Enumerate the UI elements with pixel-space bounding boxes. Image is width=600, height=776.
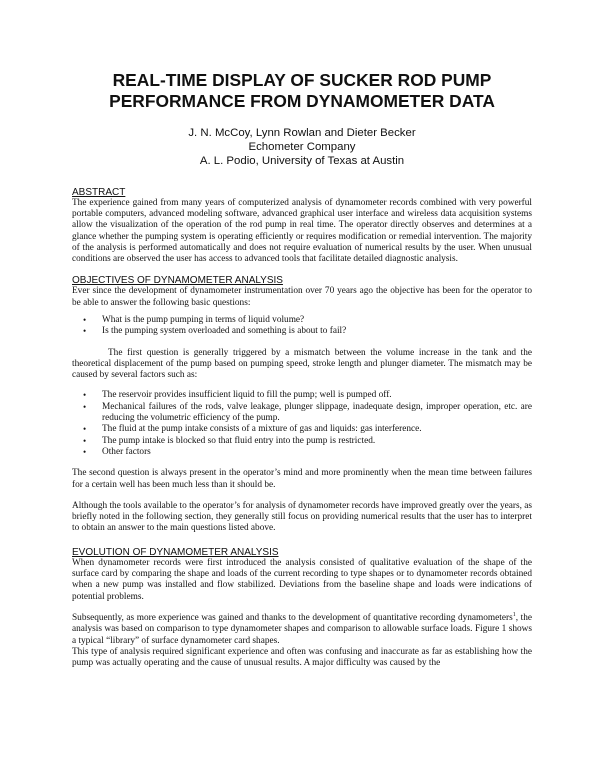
list-item: • The fluid at the pump intake consists of a mixture of gas and liquids: gas interference. bbox=[83, 424, 422, 435]
evolution-para-2: Subsequently, as more experience was gained and thanks to the development of quantitative recording dynamometers$^1$, the analysis was based on comparison to type dynamometer shapes and comparison to allowable surface loads. Figure 1 shows a typical “library” of surface dynamometer card shapes. bbox=[72, 611, 532, 646]
evolution-para-3: This type of analysis required significant experience and often was confusing and inaccurate as far as establishing how the pump was actually operating and the cause of unusual results. A major difficulty was caused by the bbox=[72, 646, 532, 669]
bullet-icon: • bbox=[83, 401, 87, 412]
objectives-para-2: The second question is always present in the operator’s mind and more prominently when the mean time between failures for a certain well has been much less than it should be. bbox=[72, 468, 532, 490]
questions-list bbox=[72, 315, 532, 338]
abstract-heading: ABSTRACT bbox=[72, 186, 126, 198]
objectives-intro: Ever since the development of dynamometer instrumentation over 70 years ago the objective has been for the operator to be able to answer the following basic questions: bbox=[72, 286, 532, 308]
author-university: A. L. Podio, University of Texas at Austin bbox=[199, 155, 405, 168]
list-item: • What is the pump pumping in terms of liquid volume? bbox=[83, 314, 305, 325]
author-names: J. N. McCoy, Lynn Rowlan and Dieter Becker bbox=[188, 127, 416, 139]
evolution-heading: EVOLUTION OF DYNAMOMETER ANALYSIS bbox=[72, 546, 279, 558]
title-line-2: PERFORMANCE FROM DYNAMOMETER DATA bbox=[109, 91, 495, 111]
paper-title bbox=[72, 70, 532, 112]
list-item: • The pump intake is blocked so that fluid entry into the pump is restricted. bbox=[83, 435, 376, 446]
author-block bbox=[72, 126, 532, 169]
bullet-icon: • bbox=[83, 326, 87, 337]
title-line-1: REAL-TIME DISPLAY OF SUCKER ROD PUMP bbox=[112, 70, 492, 90]
objectives-para-3: Although the tools available to the operator’s for analysis of dynamometer records have improved greatly over the years, as briefly noted in the following section, they generally still focus on providing numerical results that the user has to interpret to obtain an answer to the main questions listed above. bbox=[72, 500, 532, 534]
document-page bbox=[72, 70, 532, 669]
list-item: • Mechanical failures of the rods, valve leakage, plunger slippage, inadequate design, improper operation, etc. are reducing the volumetric efficiency of the pump. bbox=[83, 401, 532, 424]
list-item: • Other factors bbox=[83, 446, 151, 457]
bullet-icon: • bbox=[83, 424, 87, 435]
objectives-heading: OBJECTIVES OF DYNAMOMETER ANALYSIS bbox=[72, 275, 283, 287]
factors-list bbox=[72, 390, 532, 458]
bullet-icon: • bbox=[83, 390, 87, 401]
footnote-ref: 1 bbox=[512, 611, 516, 618]
bullet-icon: • bbox=[83, 314, 87, 325]
bullet-icon: • bbox=[83, 446, 87, 457]
list-item: • The reservoir provides insufficient liquid to fill the pump; well is pumped off. bbox=[83, 390, 392, 401]
author-company: Echometer Company bbox=[248, 141, 356, 154]
evolution-para-1: When dynamometer records were first introduced the analysis consisted of qualitative evaluation of the shape of the surface card by comparing the shape and loads of the current recording to type shapes or to dynamometer records obtained when a new pump was installed and flow stabilized. Deviations from the baseline shape and loads were indications of potential problems. bbox=[72, 557, 532, 602]
objectives-para-1: The first question is generally triggered by a mismatch between the volume increase in the tank and the theoretical displacement of the pump based on pumping speed, stroke length and plunger diameter. The mismatch may be caused by several factors such as: bbox=[72, 347, 532, 381]
abstract-text: The experience gained from many years of computerized analysis of dynamometer records combined with very powerful portable computers, advanced modeling software, advanced graphical user interface and wireless data acquisition systems allow the visualization of the operation of the rod pump in real time. The operator directly observes and determines at a glance whether the pumping system is operating efficiently or requires modification or remedial intervention. The majority of the analysis is performed automatically and does not require evaluation of numerical results by the user. When unusual conditions are observed the user has access to advanced tools that facilitate detailed diagnostic analysis. bbox=[72, 197, 532, 265]
bullet-icon: • bbox=[83, 435, 87, 446]
list-item: • Is the pumping system overloaded and something is about to fail? bbox=[83, 326, 347, 337]
